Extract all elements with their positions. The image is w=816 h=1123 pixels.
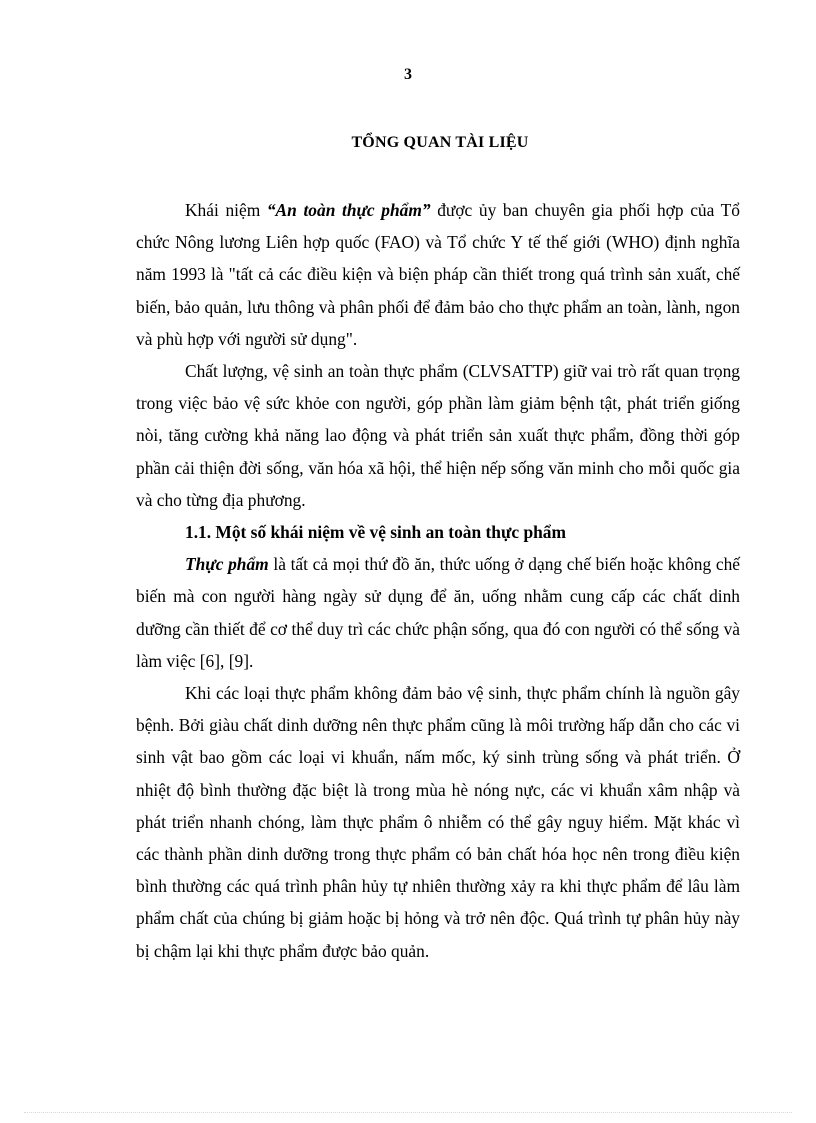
page-bottom-divider: [24, 1112, 792, 1113]
paragraph-1: [136, 194, 740, 355]
paragraph-4: Khi các loại thực phẩm không đảm bảo vệ sinh, thực phẩm chính là nguồn gây bệnh. Bởi giàu chất dinh dưỡng nên thực phẩm cũng là môi trường hấp dẫn cho các vi sinh vật bao gồm các loại vi khuẩn, nấm mốc, ký sinh trùng sống và phát triển. Ở nhiệt độ bình thường đặc biệt là trong mùa hè nóng nực, các vi khuẩn xâm nhập và phát triển nhanh chóng, làm thực phẩm ô nhiễm có thể gây nguy hiểm. Mặt khác vì các thành phần dinh dưỡng trong thực phẩm có bản chất hóa học nên trong điều kiện bình thường các quá trình phân hủy tự nhiên thường xảy ra khi thực phẩm để lâu làm phẩm chất của chúng bị giảm hoặc bị hỏng và trở nên độc. Quá trình tự phân hủy này bị chậm lại khi thực phẩm được bảo quản.: [136, 683, 740, 961]
paragraph-2: Chất lượng, vệ sinh an toàn thực phẩm (CLVSATTP) giữ vai trò rất quan trọng trong việc bảo vệ sức khỏe con người, góp phần làm giảm bệnh tật, phát triển giống nòi, tăng cường khả năng lao động và phát triển sản xuất thực phẩm, đồng thời góp phần cải thiện đời sống, văn hóa xã hội, thể hiện nếp sống văn minh cho mỗi quốc gia và cho từng địa phương.: [136, 361, 740, 510]
section-heading: 1.1. Một số khái niệm về vệ sinh an toàn thực phẩm: [185, 522, 566, 543]
term-food: Thực phẩm: [185, 554, 269, 575]
paragraph-1-prefix: Khái niệm: [185, 200, 267, 220]
paragraph-3-text: là tất cả mọi thứ đồ ăn, thức uống ở dạng chế biến hoặc không chế biến mà con người hàng ngày sử dụng để ăn, uống nhằm cung cấp các chất dinh dưỡng cần thiết để cơ thể duy trì các chức phận sống, qua đó con người có thể sống và làm việc [6], [9].: [136, 554, 740, 671]
page-title: TỔNG QUAN TÀI LIỆU: [351, 134, 529, 151]
paragraph-3: [136, 548, 740, 677]
page-number: 3: [404, 66, 412, 83]
term-food-safety: “An toàn thực phẩm”: [266, 200, 431, 220]
paragraph-1-text: được ủy ban chuyên gia phối hợp của Tổ chức Nông lương Liên hợp quốc (FAO) và Tổ chức Y tế thế giới (WHO) định nghĩa năm 1993 là "tất cả các điều kiện và biện pháp cần thiết trong quá trình sản xuất, chế biến, bảo quản, lưu thông và phân phối để đảm bảo cho thực phẩm an toàn, lành, ngon và phù hợp với người sử dụng".: [136, 200, 740, 349]
document-body: [136, 194, 740, 967]
